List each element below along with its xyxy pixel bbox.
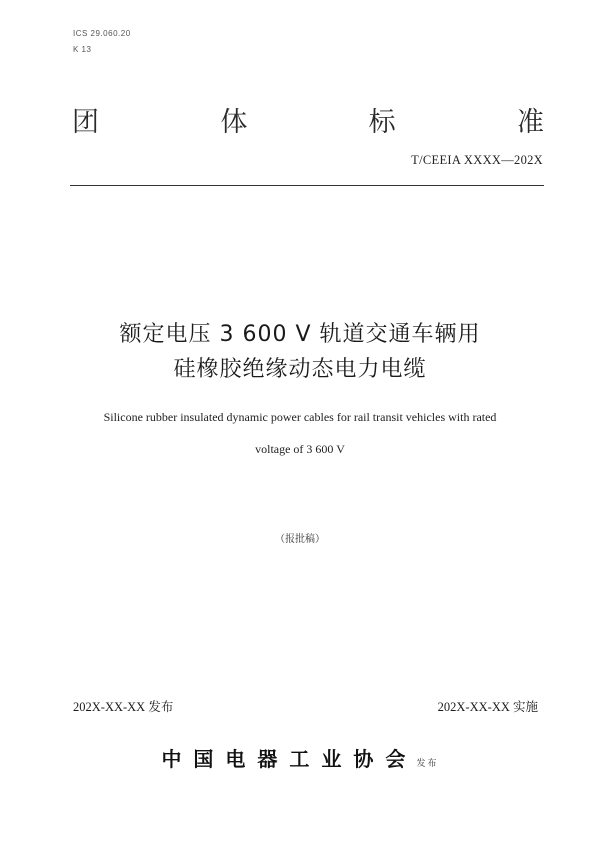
draft-status: （报批稿） [275, 534, 325, 545]
publisher-name: 中国电器工业协会 [161, 747, 418, 771]
title-chinese-line-1: 额定电压 3 600 V 轨道交通车辆用 [119, 322, 481, 347]
standard-type-heading [72, 100, 544, 139]
issue-date: 202X-XX-XX 发布 [73, 700, 174, 714]
standard-type-char: 标 [368, 107, 396, 138]
ics-code: ICS 29.060.20 [73, 29, 131, 38]
title-english-line-1: Silicone rubber insulated dynamic power cables for rail transit vehicles with rated [103, 410, 497, 424]
standard-type-char: 准 [516, 107, 544, 138]
implementation-date: 202X-XX-XX 实施 [437, 700, 538, 714]
standard-code: T/CEEIA XXXX—202X [411, 153, 543, 167]
publisher-line [0, 743, 600, 772]
publisher-suffix: 发布 [416, 759, 439, 769]
title-chinese-line-2: 硅橡胶绝缘动态电力电缆 [173, 357, 427, 382]
standard-type-char: 体 [220, 107, 248, 138]
ccs-code: K 13 [73, 45, 92, 54]
header-divider [70, 185, 544, 186]
title-english-line-2: voltage of 3 600 V [255, 442, 345, 456]
standard-type-char: 团 [72, 107, 99, 138]
